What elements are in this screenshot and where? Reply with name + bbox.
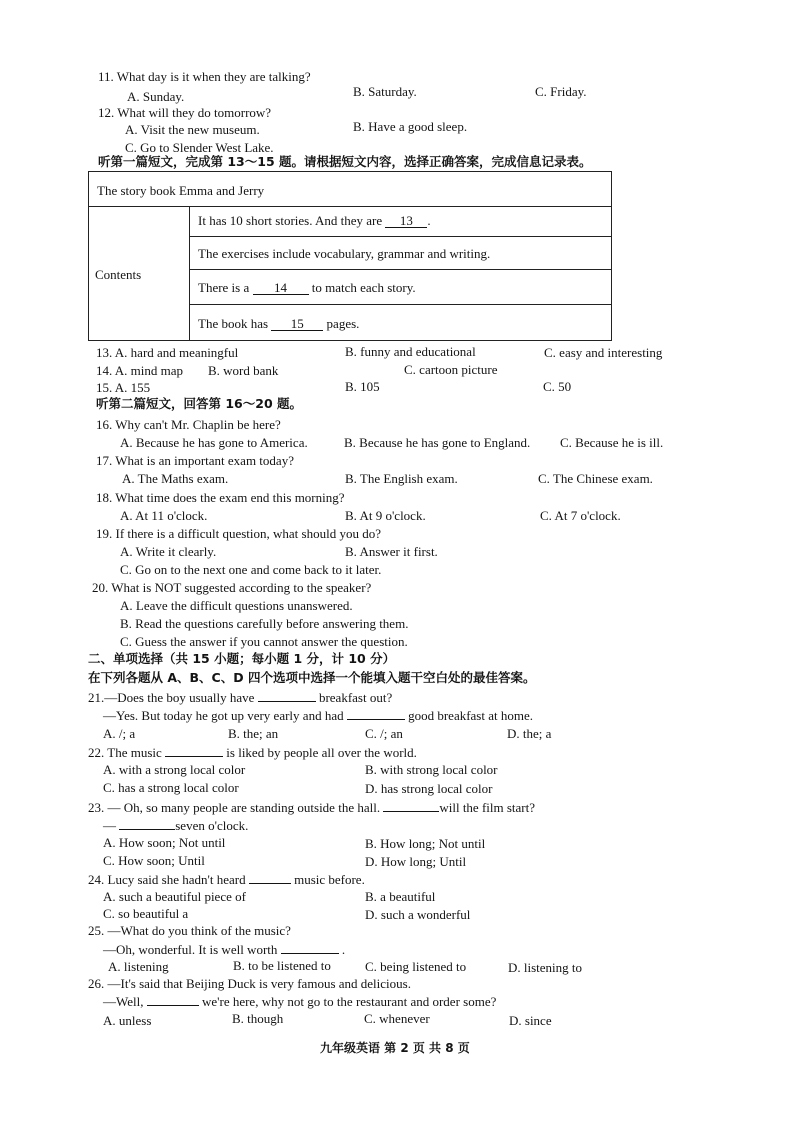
q23-suffix: will the film start? <box>439 800 536 815</box>
question-12-stem: 12. What will they do tomorrow? <box>98 105 272 120</box>
table-row-14-text <box>198 281 416 295</box>
question-18-option-c: C. At 7 o'clock. <box>540 508 621 523</box>
question-13-option-b: B. funny and educational <box>345 344 476 359</box>
info-record-table <box>88 171 612 341</box>
q21-line1-suffix: breakfast out? <box>318 690 393 705</box>
page-footer: 九年级英语 第 2 页 共 8 页 <box>320 1041 470 1055</box>
row-13-prefix: It has 10 short stories. And they are <box>198 213 383 228</box>
question-22-option-b: B. with strong local color <box>365 762 498 777</box>
question-17-option-c: C. The Chinese exam. <box>538 471 653 486</box>
question-14-option-a: 14. A. mind map <box>96 363 184 378</box>
blank-14: 14 <box>253 281 309 295</box>
q25-line2-prefix: —Oh, wonderful. It is well worth <box>103 942 278 957</box>
question-11-option-b: B. Saturday. <box>353 84 417 99</box>
section-2-instruction: 在下列各题从 A、B、C、D 四个选项中选择一个能填入题干空白处的最佳答案。 <box>88 670 536 685</box>
section-listening-1-instruction: 听第一篇短文，完成第 13～15 题。请根据短文内容，选择正确答案，完成信息记录表。 <box>98 154 592 169</box>
question-26-option-c: C. whenever <box>364 1011 430 1026</box>
question-23-option-b: B. How long; Not until <box>365 836 486 851</box>
question-11-option-a: A. Sunday. <box>127 89 185 104</box>
question-12-option-c: C. Go to Slender West Lake. <box>125 140 274 155</box>
question-26-option-d: D. since <box>509 1013 552 1028</box>
q22-suffix: is liked by people all over the world. <box>226 745 417 760</box>
question-24-option-a: A. such a beautiful piece of <box>103 889 246 904</box>
q25-line2-suffix: . <box>341 942 346 957</box>
row-15-prefix: The book has <box>198 316 269 331</box>
question-13-option-c: C. easy and interesting <box>544 345 663 360</box>
question-22-option-a: A. with a strong local color <box>103 762 246 777</box>
table-contents-label: Contents <box>95 267 142 282</box>
question-23-line-2 <box>103 818 248 832</box>
question-20-stem: 20. What is NOT suggested according to the speaker? <box>92 580 372 595</box>
blank-24 <box>249 872 291 884</box>
blank-23b <box>119 818 175 830</box>
blank-23a <box>383 800 439 812</box>
q23-line2-prefix: — <box>103 818 116 833</box>
question-16-option-c: C. Because he is ill. <box>560 435 664 450</box>
question-26-stem: 26. —It's said that Beijing Duck is very famous and delicious. <box>88 976 411 991</box>
question-20-option-b: B. Read the questions carefully before answering them. <box>120 616 409 631</box>
question-25-option-b: B. to be listened to <box>233 958 331 973</box>
blank-25 <box>281 942 339 954</box>
question-25-option-a: A. listening <box>108 959 169 974</box>
question-19-option-a: A. Write it clearly. <box>120 544 217 559</box>
blank-26 <box>147 994 199 1006</box>
table-title-row <box>89 172 611 207</box>
question-18-option-b: B. At 9 o'clock. <box>345 508 426 523</box>
table-row-exercises-text: The exercises include vocabulary, grammar and writing. <box>198 246 491 261</box>
question-15-option-c: C. 50 <box>543 379 572 394</box>
table-row-13 <box>189 206 611 237</box>
blank-15: 15 <box>271 317 323 331</box>
question-14-option-c: C. cartoon picture <box>404 362 498 377</box>
blank-13: 13 <box>385 214 427 228</box>
row-13-suffix: . <box>427 213 431 228</box>
table-row-15 <box>189 304 611 340</box>
question-24-stem <box>88 872 365 886</box>
question-16-stem: 16. Why can't Mr. Chaplin be here? <box>96 417 281 432</box>
question-18-option-a: A. At 11 o'clock. <box>120 508 208 523</box>
q24-prefix: 24. Lucy said she hadn't heard <box>88 872 246 887</box>
table-title: The story book Emma and Jerry <box>97 183 265 198</box>
question-25-option-d: D. listening to <box>508 960 583 975</box>
q23-line2-suffix: seven o'clock. <box>175 818 249 833</box>
question-25-stem: 25. —What do you think of the music? <box>88 923 291 938</box>
table-row-13-text <box>198 214 431 228</box>
question-21-line-2 <box>103 708 533 722</box>
question-24-option-b: B. a beautiful <box>365 889 436 904</box>
blank-21a <box>258 690 316 702</box>
row-15-suffix: pages. <box>326 316 360 331</box>
question-19-option-b: B. Answer it first. <box>345 544 438 559</box>
question-20-option-a: A. Leave the difficult questions unanswered. <box>120 598 353 613</box>
question-17-option-b: B. The English exam. <box>345 471 458 486</box>
q26-line2-suffix: we're here, why not go to the restaurant and order some? <box>201 994 497 1009</box>
question-24-option-d: D. such a wonderful <box>365 907 471 922</box>
question-17-stem: 17. What is an important exam today? <box>96 453 294 468</box>
question-13-option-a: 13. A. hard and meaningful <box>96 345 239 360</box>
question-22-option-d: D. has strong local color <box>365 781 493 796</box>
question-25-line-2 <box>103 942 345 956</box>
question-22-stem <box>88 745 417 759</box>
section-listening-2-instruction: 听第二篇短文，回答第 16～20 题。 <box>96 396 302 411</box>
question-19-stem: 19. If there is a difficult question, what should you do? <box>96 526 381 541</box>
q23-prefix: 23. — Oh, so many people are standing outside the hall. <box>88 800 381 815</box>
q22-prefix: 22. The music <box>88 745 162 760</box>
q24-suffix: music before. <box>294 872 365 887</box>
question-23-option-d: D. How long; Until <box>365 854 467 869</box>
question-16-option-a: A. Because he has gone to America. <box>120 435 308 450</box>
question-23-option-c: C. How soon; Until <box>103 853 205 868</box>
question-16-option-b: B. Because he has gone to England. <box>344 435 531 450</box>
question-21-option-c: C. /; an <box>365 726 403 741</box>
row-14-suffix: to match each story. <box>311 280 416 295</box>
question-21-option-d: D. the; a <box>507 726 552 741</box>
table-row-14 <box>189 269 611 305</box>
question-11-stem: 11. What day is it when they are talking? <box>98 69 311 84</box>
question-17-option-a: A. The Maths exam. <box>122 471 229 486</box>
question-12-option-b: B. Have a good sleep. <box>353 119 468 134</box>
q21-line1-prefix: 21.—Does the boy usually have <box>88 690 255 705</box>
question-25-option-c: C. being listened to <box>365 959 467 974</box>
question-20-option-c: C. Guess the answer if you cannot answer the question. <box>120 634 408 649</box>
question-26-line-2 <box>103 994 496 1008</box>
question-19-option-c: C. Go on to the next one and come back to it later. <box>120 562 382 577</box>
question-15-option-b: B. 105 <box>345 379 380 394</box>
question-23-option-a: A. How soon; Not until <box>103 835 226 850</box>
question-14-option-b: B. word bank <box>208 363 279 378</box>
q26-line2-prefix: —Well, <box>103 994 144 1009</box>
question-21-line-1 <box>88 690 392 704</box>
question-26-option-b: B. though <box>232 1011 284 1026</box>
question-15-option-a: 15. A. 155 <box>96 380 151 395</box>
question-21-option-a: A. /; a <box>103 726 136 741</box>
q21-line2-suffix: good breakfast at home. <box>408 708 533 723</box>
table-row-exercises <box>189 236 611 270</box>
blank-21b <box>347 708 405 720</box>
question-18-stem: 18. What time does the exam end this morning? <box>96 490 345 505</box>
section-2-title: 二、单项选择（共 15 小题；每小题 1 分，计 10 分） <box>88 651 396 666</box>
question-26-option-a: A. unless <box>103 1013 152 1028</box>
row-14-prefix: There is a <box>198 280 250 295</box>
table-contents-column <box>89 206 190 340</box>
question-23-stem <box>88 800 535 814</box>
q21-line2-prefix: —Yes. But today he got up very early and had <box>103 708 344 723</box>
question-21-option-b: B. the; an <box>228 726 279 741</box>
question-22-option-c: C. has a strong local color <box>103 780 239 795</box>
blank-22 <box>165 745 223 757</box>
table-row-15-text <box>198 317 359 331</box>
question-11-option-c: C. Friday. <box>535 84 587 99</box>
question-24-option-c: C. so beautiful a <box>103 906 189 921</box>
question-12-option-a: A. Visit the new museum. <box>125 122 260 137</box>
